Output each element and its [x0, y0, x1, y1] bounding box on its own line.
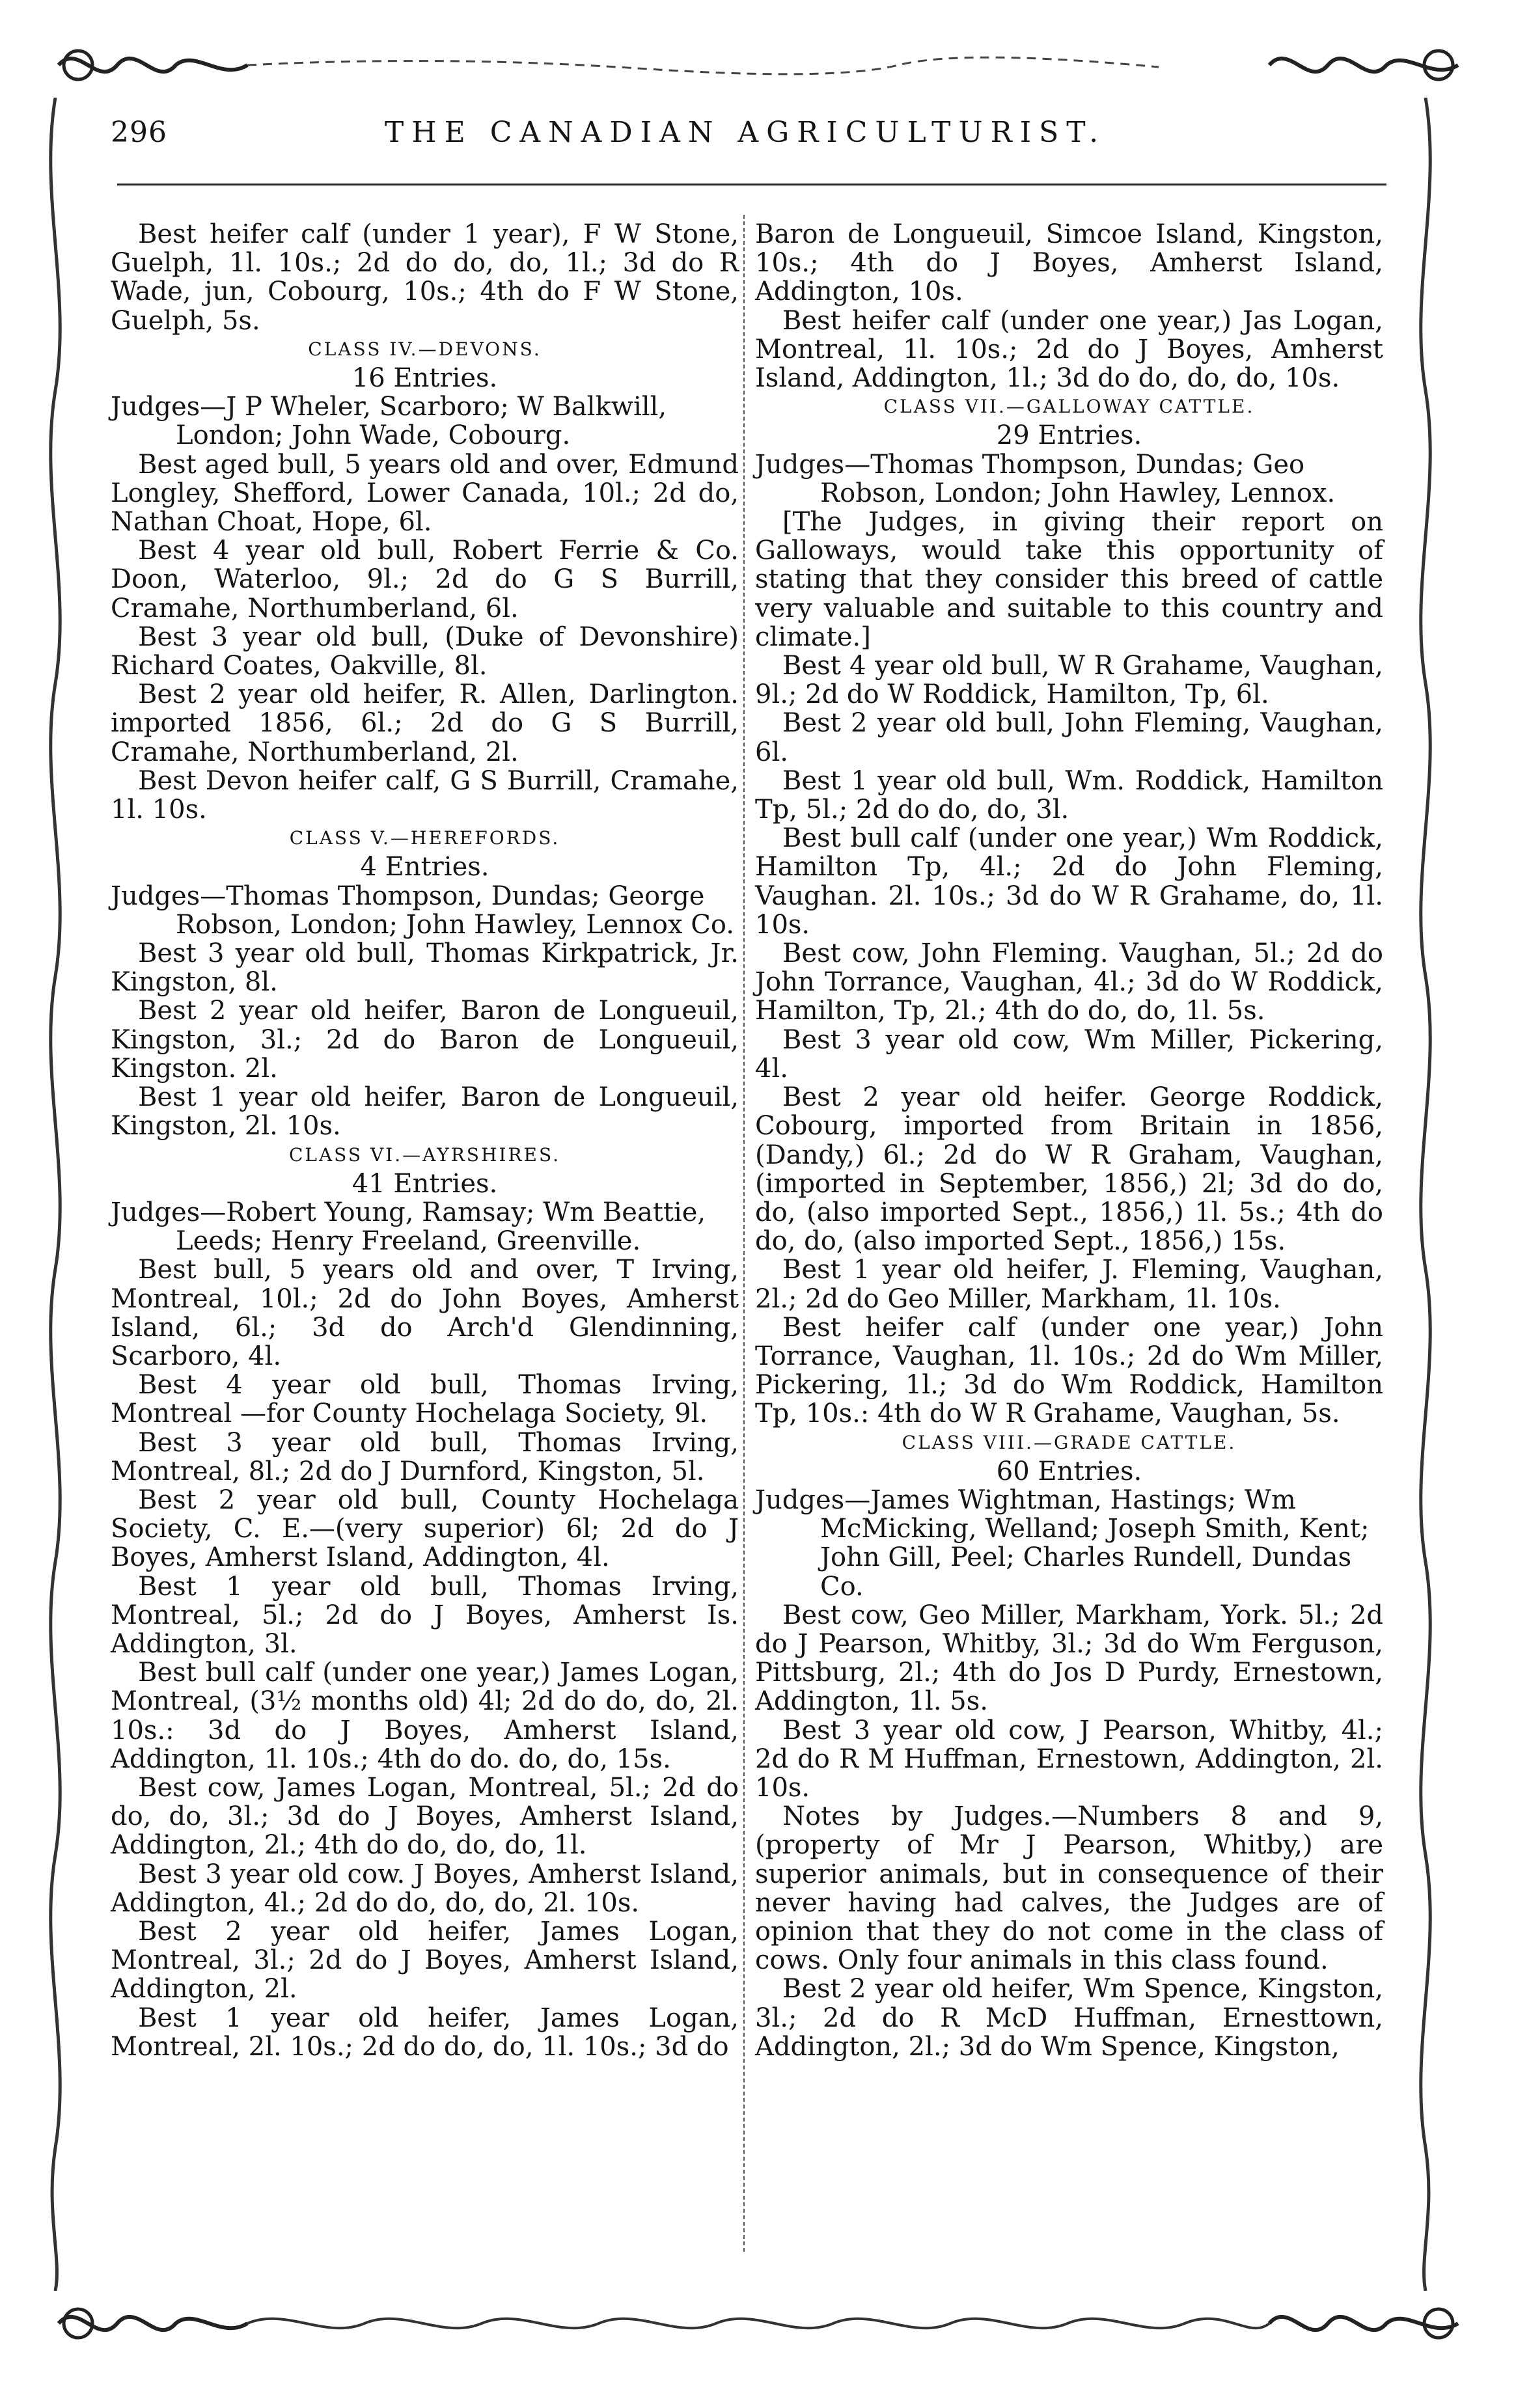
paragraph: Best 1 year old heifer, Baron de Longueuil, Kingston, 2l. 10s.	[111, 1082, 739, 1142]
page-header	[98, 116, 1393, 161]
paragraph: Best heifer calf (under one year,) Jas Logan, Montreal, 1l. 10s.; 2d do J Boyes, Amherst Island, Addington, 1l.; 3d do do, do, do, 10s.	[755, 305, 1383, 394]
paragraph: Best bull, 5 years old and over, T Irving, Montreal, 10l.; 2d do John Boyes, Amherst Island, 6l.; 3d do Arch'd Glendinning, Scarboro, 4l.	[111, 1255, 739, 1371]
paragraph: Best aged bull, 5 years old and over, Edmund Longley, Shefford, Lower Canada, 10l.; 2d do, Nathan Choat, Hope, 6l.	[111, 449, 739, 538]
header-rule	[117, 184, 1386, 185]
paragraph: Best heifer calf (under 1 year), F W Stone, Guelph, 1l. 10s.; 2d do do, do, 1l.; 3d do R Wade, jun, Cobourg, 10s.; 4th do F W Stone, Guelph, 5s.	[111, 219, 739, 336]
paragraph: Best heifer calf (under one year,) John Torrance, Vaughan, 1l. 10s.; 2d do Wm Miller, Pickering, 1l.; 3d do Wm Roddick, Hamilton Tp, 10s.: 4th do W R Grahame, Vaughan, 5s.	[755, 1312, 1383, 1429]
paragraph: Best cow, John Fleming. Vaughan, 5l.; 2d do John Torrance, Vaughan, 4l.; 3d do W Roddick, Hamilton, Tp, 2l.; 4th do do, do, 1l. 5s.	[755, 938, 1383, 1026]
entries-count: 16 Entries.	[351, 363, 498, 394]
paragraph: Best 2 year old heifer, James Logan, Montreal, 3l.; 2d do J Boyes, Amherst Island, Addington, 2l.	[111, 1916, 739, 2004]
paragraph: Best 3 year old cow, J Pearson, Whitby, 4l.; 2d do R M Huffman, Ernestown, Addington, 2l. 10s.	[755, 1715, 1383, 1803]
paragraph: Best 3 year old bull, Thomas Irving, Montreal, 8l.; 2d do J Durnford, Kingston, 5l.	[111, 1427, 739, 1486]
class-heading: CLASS VIII.—GRADE CATTLE.	[902, 1431, 1237, 1453]
entries-count: 60 Entries.	[996, 1456, 1142, 1486]
paragraph: Best cow, James Logan, Montreal, 5l.; 2d do do, do, 3l.; 3d do J Boyes, Amherst Island, Addington, 2l.; 4th do do, do, do, 1l.	[111, 1772, 739, 1861]
class-heading: CLASS IV.—DEVONS.	[308, 338, 542, 360]
ornamental-border-top	[52, 36, 1465, 94]
right-column	[755, 220, 1383, 2061]
paragraph: Best 4 year old bull, Robert Ferrie & Co. Doon, Waterloo, 9l.; 2d do G S Burrill, Cramahe, Northumberland, 6l.	[111, 536, 739, 623]
page-number: 296	[111, 116, 167, 149]
judges-list: Judges—J P Wheler, Scarboro; W Balkwill, London; John Wade, Cobourg.	[111, 392, 667, 451]
paragraph: Best 2 year old heifer, Wm Spence, Kingston, 3l.; 2d do R McD Huffman, Ernesttown, Addington, 2l.; 3d do Wm Spence, Kingston,	[755, 1974, 1383, 2062]
paragraph: Best 2 year old heifer, R. Allen, Darlington. imported 1856, 6l.; 2d do G S Burrill, Cramahe, Northumberland, 2l.	[111, 679, 739, 767]
left-column	[111, 220, 739, 2061]
judges-list: Judges—Thomas Thompson, Dundas; George Robson, London; John Hawley, Lennox Co.	[111, 881, 734, 940]
entries-count: 4 Entries.	[360, 852, 489, 882]
paragraph: Best cow, Geo Miller, Markham, York. 5l.; 2d do J Pearson, Whitby, 3l.; 3d do Wm Ferguson, Pittsburg, 2l.; 4th do Jos D Purdy, Ernestown, Addington, 1l. 5s.	[755, 1600, 1383, 1717]
entries-count: 41 Entries.	[351, 1168, 498, 1199]
ornamental-border-left	[36, 98, 75, 2291]
paragraph: Best 4 year old bull, Thomas Irving, Montreal —for County Hochelaga Society, 9l.	[111, 1370, 739, 1429]
column-divider	[743, 215, 745, 2252]
paragraph: Best 1 year old bull, Wm. Roddick, Hamilton Tp, 5l.; 2d do do, do, 3l.	[755, 765, 1383, 825]
paragraph: Best 1 year old heifer, J. Fleming, Vaughan, 2l.; 2d do Geo Miller, Markham, 1l. 10s.	[755, 1255, 1383, 1314]
class-heading: CLASS VII.—GALLOWAY CATTLE.	[883, 396, 1255, 418]
judges-notes: Notes by Judges.—Numbers 8 and 9, (property of Mr J Pearson, Whitby,) are superior animals, but in consequence of their never having had calves, the Judges are of opinion that they do not come in the class of cows. Only four animals in this class found.	[755, 1801, 1383, 1976]
class-heading: CLASS VI.—AYRSHIRES.	[288, 1143, 561, 1166]
paragraph: Best bull calf (under one year,) Wm Roddick, Hamilton Tp, 4l.; 2d do John Fleming, Vaughan. 2l. 10s.; 3d do W R Grahame, do, 1l. 10s.	[755, 823, 1383, 940]
paragraph: Best bull calf (under one year,) James Logan, Montreal, (3½ months old) 4l; 2d do do, do, 2l. 10s.: 3d do J Boyes, Amherst Island, Addington, 1l. 10s.; 4th do do. do, do, 15s.	[111, 1658, 739, 1774]
paragraph: Baron de Longueuil, Simcoe Island, Kingston, 10s.; 4th do J Boyes, Amherst Island, Addington, 10s.	[755, 219, 1383, 307]
paragraph: Best Devon heifer calf, G S Burrill, Cramahe, 1l. 10s.	[111, 765, 739, 825]
paragraph: Best 3 year old cow. J Boyes, Amherst Island, Addington, 4l.; 2d do do, do, do, 2l. 10s.	[111, 1859, 739, 1918]
paragraph: Best 2 year old bull, County Hochelaga Society, C. E.—(very superior) 6l; 2d do J Boyes, Amherst Island, Addington, 4l.	[111, 1484, 739, 1573]
paragraph: Best 4 year old bull, W R Grahame, Vaughan, 9l.; 2d do W Roddick, Hamilton, Tp, 6l.	[755, 651, 1383, 710]
paragraph: Best 3 year old bull, (Duke of Devonshire) Richard Coates, Oakville, 8l.	[111, 622, 739, 681]
paragraph: Best 1 year old bull, Thomas Irving, Montreal, 5l.; 2d do J Boyes, Amherst Is. Addington, 3l.	[111, 1571, 739, 1659]
judges-note: [The Judges, in giving their report on Galloways, would take this opportunity of stating that they consider this breed of cattle very valuable and suitable to this country and climate.]	[755, 507, 1383, 652]
judges-list: Judges—James Wightman, Hastings; Wm McMicking, Welland; Joseph Smith, Kent; John Gill, Peel; Charles Rundell, Dundas Co.	[755, 1484, 1370, 1602]
judges-list: Judges—Robert Young, Ramsay; Wm Beattie, Leeds; Henry Freeland, Greenville.	[111, 1197, 706, 1257]
journal-title: THE CANADIAN AGRICULTURIST.	[384, 116, 1107, 149]
paragraph: Best 3 year old cow, Wm Miller, Pickering, 4l.	[755, 1024, 1383, 1084]
paragraph: Best 1 year old heifer, James Logan, Montreal, 2l. 10s.; 2d do do, do, 1l. 10s.; 3d do	[111, 2003, 739, 2062]
paragraph: Best 3 year old bull, Thomas Kirkpatrick, Jr. Kingston, 8l.	[111, 938, 739, 998]
ornamental-border-right	[1406, 98, 1445, 2291]
ornamental-border-bottom	[52, 2294, 1465, 2353]
entries-count: 29 Entries.	[996, 420, 1142, 451]
paragraph: Best 2 year old heifer, Baron de Longueuil, Kingston, 3l.; 2d do Baron de Longueuil, Kingston. 2l.	[111, 996, 739, 1084]
paragraph: Best 2 year old bull, John Fleming, Vaughan, 6l.	[755, 708, 1383, 767]
class-heading: CLASS V.—HEREFORDS.	[289, 827, 560, 849]
paragraph: Best 2 year old heifer. George Roddick, Cobourg, imported from Britain in 1856, (Dandy,) 6l.; 2d do W R Graham, Vaughan, (imported in September, 1856,) 2l; 3d do do, do, (also imported Sept., 1856,) 1l. 5s.; 4th do do, do, (also imported Sept., 1856,) 15s.	[755, 1082, 1383, 1257]
judges-list: Judges—Thomas Thompson, Dundas; Geo Robson, London; John Hawley, Lennox.	[755, 449, 1336, 508]
